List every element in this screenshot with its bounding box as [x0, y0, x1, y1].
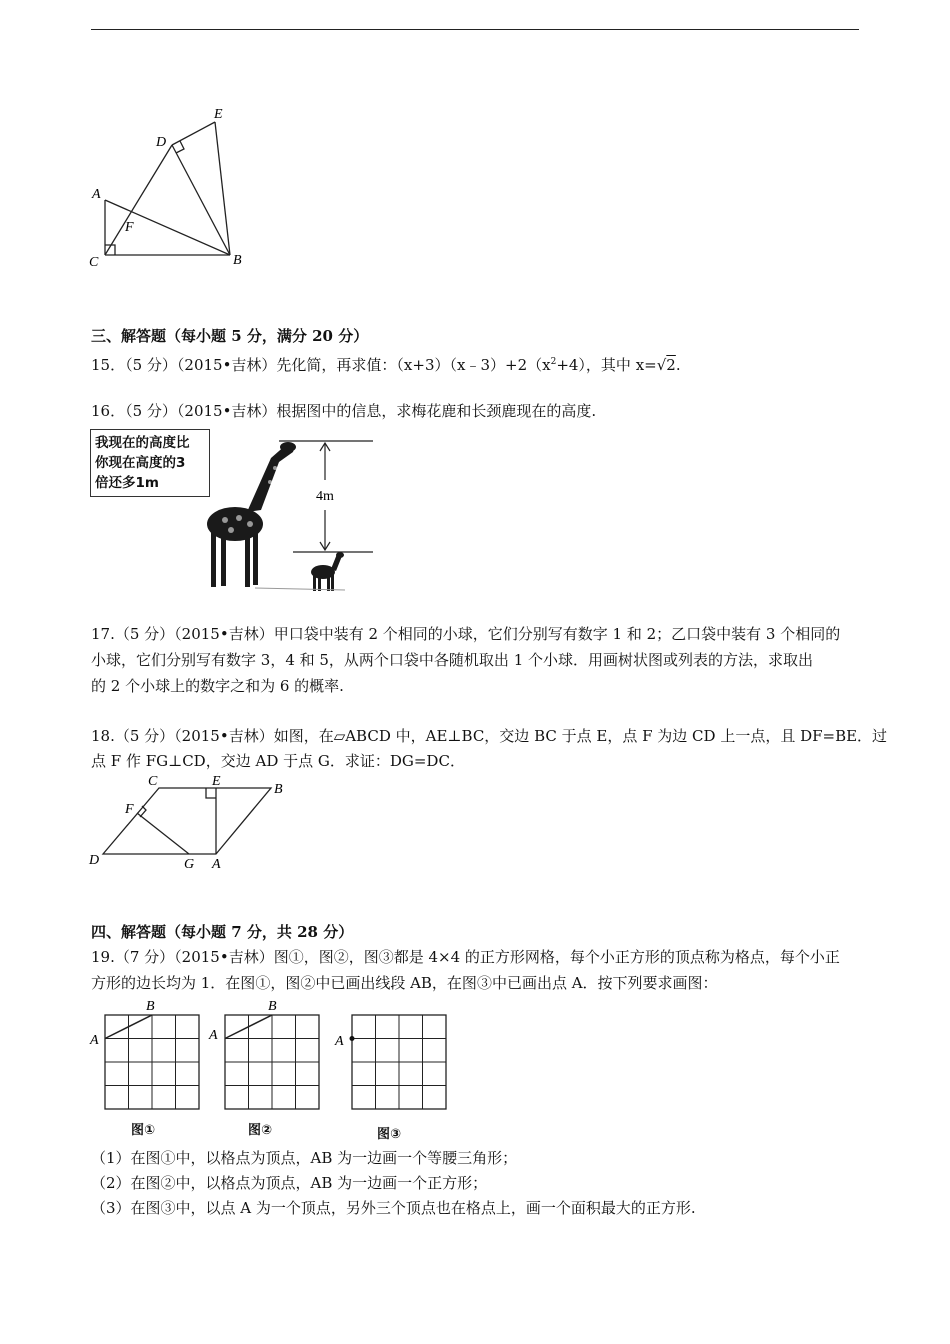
- parallelogram-figure: [85, 772, 290, 872]
- caption-fig2: 图②: [248, 1123, 273, 1138]
- grid1-label-A: A: [90, 1033, 99, 1048]
- grid2-label-B: B: [268, 999, 277, 1014]
- q19-line-2: 方形的边长均为 1．在图①，图②中已画出线段 AB，在图③中已画出点 A．按下列要求画图：: [91, 974, 718, 992]
- label-C: C: [148, 774, 158, 789]
- label-A: A: [212, 857, 221, 872]
- q19-part-1: （1）在图①中，以格点为顶点，AB 为一边画一个等腰三角形；: [91, 1149, 518, 1167]
- section4-title: 四、解答题（每小题 7 分，共 28 分）: [91, 923, 354, 941]
- q19-part-2: （2）在图②中，以格点为顶点，AB 为一边画一个正方形；: [91, 1174, 488, 1192]
- label-C: C: [89, 255, 99, 270]
- q19-line-1: 19.（7 分）（2015•吉林）图①，图②，图③都是 4×4 的正方形网格，每个小正方形的顶点称为格点，每个小正: [91, 948, 840, 966]
- speech-bubble: 我现在的高度比 你现在高度的3 倍还多1m: [90, 429, 210, 497]
- label-G: G: [184, 857, 195, 872]
- label-D: D: [89, 853, 100, 868]
- height-label: 4m: [316, 489, 334, 504]
- label-F: F: [125, 802, 134, 817]
- label-D: D: [156, 135, 167, 150]
- grid-1: [105, 1015, 199, 1109]
- q19-part-3: （3）在图③中，以点 A 为一个顶点，另外三个顶点也在格点上，画一个面积最大的正方形.: [91, 1199, 696, 1217]
- q17-line-3: 的 2 个小球上的数字之和为 6 的概率.: [91, 677, 344, 695]
- label-A: A: [92, 187, 101, 202]
- grid-2: [225, 1015, 319, 1109]
- grid1-label-B: B: [146, 999, 155, 1014]
- q16-text: 16．（5 分）（2015•吉林）根据图中的信息，求梅花鹿和长颈鹿现在的高度.: [91, 402, 597, 420]
- triangle-figure: [80, 100, 260, 275]
- label-E: E: [214, 107, 223, 122]
- label-F: F: [125, 220, 134, 235]
- label-E: E: [212, 774, 221, 789]
- q17-line-1: 17.（5 分）（2015•吉林）甲口袋中装有 2 个相同的小球，它们分别写有数字 1 和 2；乙口袋中装有 3 个相同的: [91, 625, 841, 643]
- giraffe-deer-figure: [195, 432, 385, 597]
- q18-line-2: 点 F 作 FG⊥CD，交边 AD 于点 G．求证：DG=DC．: [91, 752, 465, 770]
- caption-fig3: 图③: [377, 1127, 402, 1142]
- grid2-label-A: A: [209, 1028, 218, 1043]
- header-rule: [91, 29, 859, 30]
- section3-title: 三、解答题（每小题 5 分，满分 20 分）: [91, 327, 369, 345]
- label-B: B: [274, 782, 283, 797]
- label-B: B: [233, 253, 242, 268]
- q17-line-2: 小球，它们分别写有数字 3，4 和 5，从两个口袋中各随机取出 1 个小球．用画树状图或列表的方法，求取出: [91, 651, 814, 669]
- caption-fig1: 图①: [131, 1123, 156, 1138]
- q18-line-1: 18.（5 分）（2015•吉林）如图，在▱ABCD 中，AE⊥BC，交边 BC 于点 E，点 F 为边 CD 上一点，且 DF=BE．过: [91, 727, 888, 745]
- q15-text: 15．（5 分）（2015•吉林）先化简，再求值：$(x+3)(x﹣3)+2(x^2+4)$，其中 x=√2.: [91, 356, 681, 374]
- grid3-label-A: A: [335, 1034, 344, 1049]
- grid-3: [350, 1015, 447, 1109]
